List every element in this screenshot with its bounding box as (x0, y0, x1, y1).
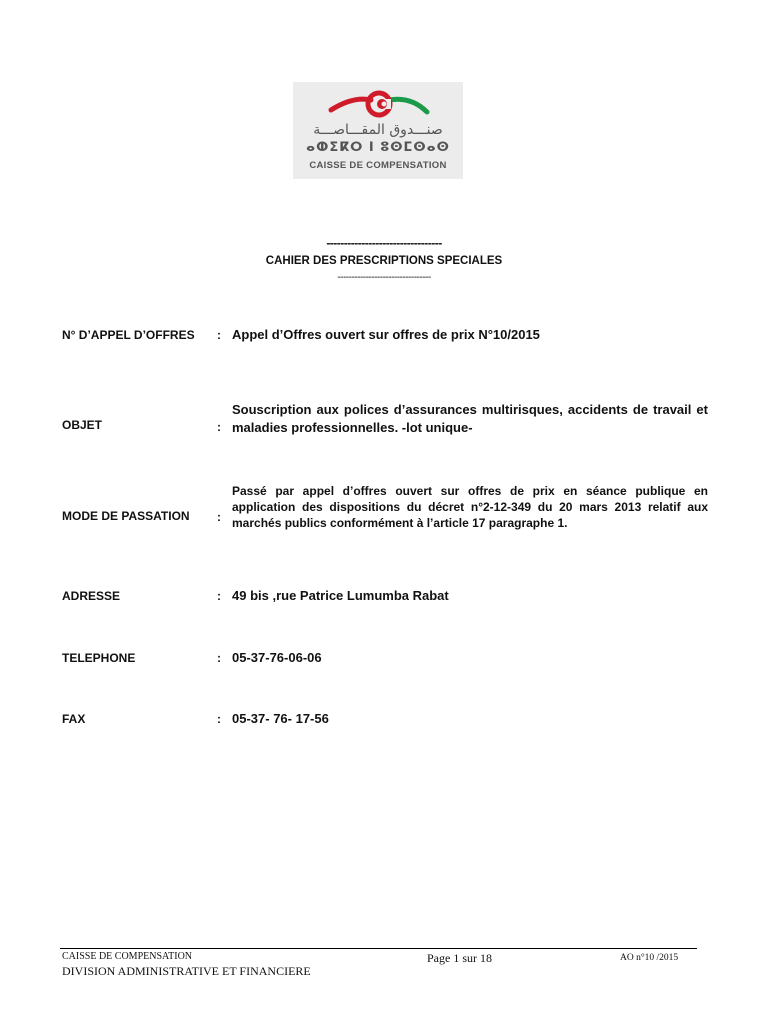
objet-colon: : (217, 420, 221, 434)
mode-colon: : (217, 510, 221, 524)
caisse-compensation-logo (293, 82, 463, 179)
footer-org: CAISSE DE COMPENSATION (62, 951, 193, 962)
logo-latin-text: CAISSE DE COMPENSATION (309, 160, 447, 171)
adresse-value: 49 bis ,rue Patrice Lumumba Rabat (232, 588, 449, 603)
adresse-colon: : (217, 589, 221, 603)
objet-value: Souscription aux polices d’assurances multirisques, accidents de travail et maladies professionnelles. -lot unique- (232, 402, 708, 435)
fax-value: 05-37- 76- 17-56 (232, 711, 329, 726)
mode-label: MODE DE PASSATION (62, 509, 190, 523)
footer-rule (60, 948, 697, 949)
telephone-value: 05-37-76-06-06 (232, 650, 322, 665)
title-rule-top: --------------------------------- (326, 236, 442, 250)
footer-division: DIVISION ADMINISTRATIVE ET FINANCIERE (62, 964, 311, 978)
fax-label: FAX (62, 712, 86, 726)
title-rule-bottom: --------------------------------- (337, 272, 431, 283)
objet-label: OBJET (62, 418, 103, 432)
fax-colon: : (217, 712, 221, 726)
appel-colon: : (217, 328, 221, 342)
document-title: CAHIER DES PRESCRIPTIONS SPECIALES (265, 255, 503, 267)
adresse-label: ADRESSE (62, 589, 121, 603)
appel-value: Appel d’Offres ouvert sur offres de prix N°10/2015 (232, 327, 540, 342)
telephone-label: TELEPHONE (62, 651, 136, 665)
appel-label: N° D’APPEL D’OFFRES (62, 328, 195, 342)
logo-tifinagh-text: ⴰⵀⵉⴽⵔ ⵏ ⵓⵙⵎⵙⴰⵙ (306, 140, 450, 155)
mode-value: Passé par appel d’offres ouvert sur offres de prix en séance publique en application des dispositions du décret n°2-12-349 du 20 mars 2013 relatif aux marchés publics conformément à l’article 17 paragraphe 1. (232, 484, 708, 530)
logo-arabic-text: صنـــدوق المقـــاصـــة (313, 122, 443, 138)
footer-page-number: Page 1 sur 18 (427, 951, 492, 965)
footer-reference: AO n°10 /2015 (620, 953, 679, 963)
telephone-colon: : (217, 651, 221, 665)
